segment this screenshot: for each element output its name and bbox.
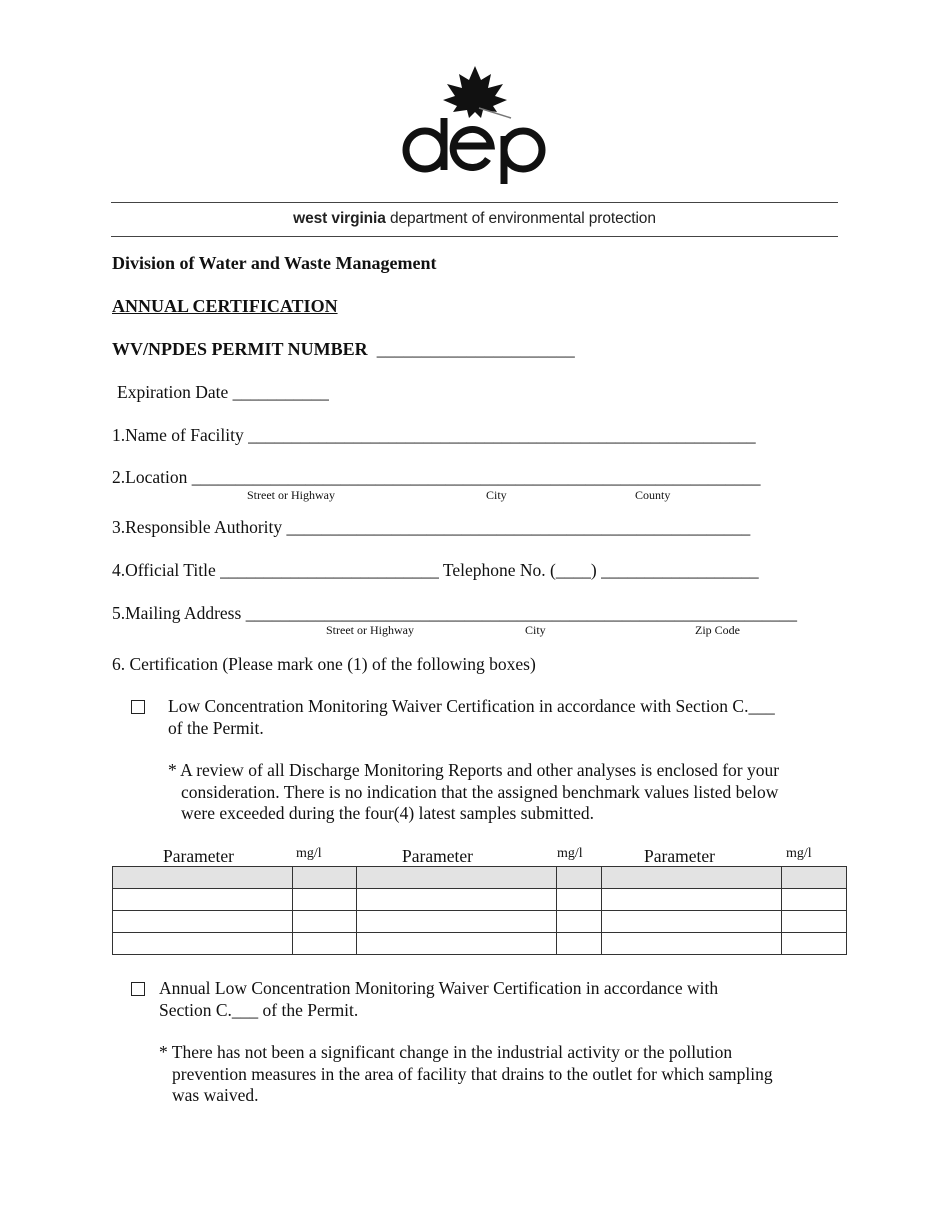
table-row — [113, 911, 847, 933]
mgl-cell[interactable] — [292, 933, 356, 955]
facility-field[interactable]: __________________________________________________________ — [248, 425, 756, 445]
parameter-cell[interactable] — [602, 889, 782, 911]
header-bottom-rule — [111, 236, 838, 237]
mailing-label: 5.Mailing Address — [112, 603, 242, 623]
mgl-header-1: mg/l — [296, 846, 322, 861]
expiration-label: Expiration Date — [117, 382, 229, 402]
mgl-header-3: mg/l — [786, 846, 812, 861]
location-row — [112, 467, 760, 488]
parameter-cell[interactable] — [113, 911, 293, 933]
option1-note-line1: * A review of all Discharge Monitoring Reports and other analyses is enclosed for your — [168, 760, 780, 780]
option1-note-line3: were exceeded during the four(4) latest samples submitted. — [181, 803, 595, 823]
authority-row — [112, 517, 750, 538]
division-name: Division of Water and Waste Management — [112, 253, 437, 273]
location-sub-street: Street or Highway — [247, 488, 335, 502]
official-title-field[interactable]: _________________________ — [220, 560, 439, 580]
option1-note — [168, 760, 779, 825]
location-sub-county: County — [635, 488, 671, 502]
option2-note-line1: * There has not been a significant change in the industrial activity or the pollution — [159, 1042, 733, 1062]
parameter-cell[interactable] — [602, 867, 782, 889]
parameter-cell[interactable] — [113, 867, 293, 889]
parameter-cell[interactable] — [602, 911, 782, 933]
location-field[interactable]: _________________________________________________________________ — [191, 467, 761, 487]
facility-label: 1.Name of Facility — [112, 425, 244, 445]
mgl-cell[interactable] — [292, 911, 356, 933]
mgl-header-2: mg/l — [557, 846, 583, 861]
param-header-2: Parameter — [402, 846, 473, 866]
permit-number-row — [112, 339, 575, 360]
form-title: ANNUAL CERTIFICATION — [112, 296, 338, 316]
option1-line2: of the Permit. — [168, 717, 264, 738]
authority-label: 3.Responsible Authority — [112, 517, 283, 537]
mailing-sub-street: Street or Highway — [326, 623, 414, 637]
parameter-cell[interactable] — [356, 933, 557, 955]
option2-note — [159, 1042, 773, 1107]
location-sub-city: City — [486, 488, 507, 502]
official-row — [112, 560, 759, 581]
mgl-cell[interactable] — [782, 889, 847, 911]
annual-waiver-checkbox[interactable] — [131, 982, 145, 996]
mgl-cell[interactable] — [557, 933, 602, 955]
telephone-label: Telephone No. (____) — [442, 560, 597, 580]
parameter-table — [112, 866, 847, 955]
telephone-field[interactable]: __________________ — [601, 560, 759, 580]
mgl-cell[interactable] — [557, 889, 602, 911]
official-title-label: 4.Official Title — [112, 560, 216, 580]
mgl-cell[interactable] — [557, 911, 602, 933]
dep-letters — [406, 118, 542, 184]
mgl-cell[interactable] — [782, 933, 847, 955]
param-header-3: Parameter — [644, 846, 715, 866]
option2-note-line3: was waived. — [172, 1085, 259, 1105]
option1-text — [168, 696, 775, 739]
option2-line2: Section C.___ of the Permit. — [159, 999, 359, 1020]
mailing-sub-city: City — [525, 623, 546, 637]
low-concentration-checkbox[interactable] — [131, 700, 145, 714]
certification-heading: 6. Certification (Please mark one (1) of the following boxes) — [112, 654, 536, 674]
mailing-field[interactable]: _______________________________________________________________ — [245, 603, 797, 623]
mailing-sub-zip: Zip Code — [695, 623, 740, 637]
agency-tagline — [111, 210, 838, 228]
permit-number-field[interactable]: ______________________ — [376, 339, 575, 359]
header-top-rule — [111, 202, 838, 203]
facility-row — [112, 425, 756, 446]
option2-text — [159, 978, 718, 1021]
parameter-cell[interactable] — [356, 911, 557, 933]
location-label: 2.Location — [112, 467, 188, 487]
option2-line1: Annual Low Concentration Monitoring Waiver Certification in accordance with — [159, 978, 719, 998]
mgl-cell[interactable] — [782, 911, 847, 933]
mailing-row — [112, 603, 797, 624]
parameter-cell[interactable] — [113, 933, 293, 955]
tagline-department: department of environmental protection — [385, 210, 656, 227]
mgl-cell[interactable] — [557, 867, 602, 889]
mgl-cell[interactable] — [292, 867, 356, 889]
param-header-1: Parameter — [163, 846, 234, 866]
tagline-state: west virginia — [293, 210, 386, 227]
dep-logo — [395, 60, 555, 188]
maple-leaf-icon — [443, 66, 511, 118]
mgl-cell[interactable] — [782, 867, 847, 889]
parameter-cell[interactable] — [356, 867, 557, 889]
table-row — [113, 867, 847, 889]
parameter-cell[interactable] — [602, 933, 782, 955]
authority-field[interactable]: _____________________________________________________ — [286, 517, 751, 537]
table-row — [113, 889, 847, 911]
parameter-cell[interactable] — [113, 889, 293, 911]
option2-note-line2: prevention measures in the area of facility that drains to the outlet for which sampling — [172, 1063, 773, 1084]
permit-number-label: WV/NPDES PERMIT NUMBER — [112, 339, 368, 359]
expiration-row — [117, 382, 329, 403]
option1-note-line2: consideration. There is no indication that the assigned benchmark values listed below — [181, 781, 779, 802]
expiration-field[interactable]: ___________ — [232, 382, 329, 402]
parameter-cell[interactable] — [356, 889, 557, 911]
table-row — [113, 933, 847, 955]
option1-line1: Low Concentration Monitoring Waiver Certification in accordance with Section C.___ — [168, 696, 775, 716]
mgl-cell[interactable] — [292, 889, 356, 911]
